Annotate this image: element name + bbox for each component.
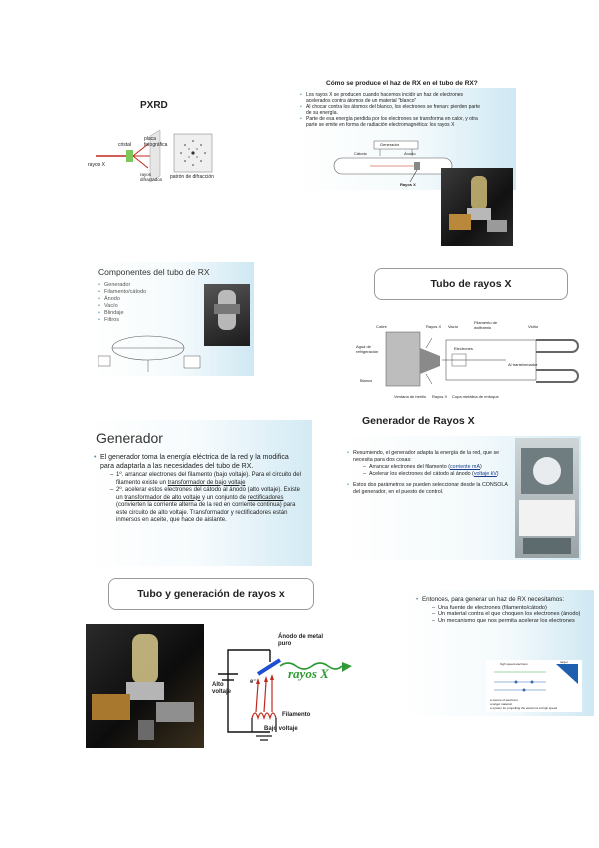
entonces-legend-3: a system for propelling the electrons at high speed xyxy=(490,706,558,710)
tubo-title: Tubo de rayos X xyxy=(430,278,512,290)
entonces-sub-item: – Un material contra el que choquen los electrones (ánodo) xyxy=(432,611,590,618)
tubo-label-ventana: Ventana de berilio xyxy=(394,394,427,399)
tubo-title-box xyxy=(374,268,568,300)
generador-rayos-sub xyxy=(353,464,511,478)
generador-slide xyxy=(86,420,312,566)
tubo-generacion-photo xyxy=(86,624,204,748)
generador-console-photo xyxy=(515,438,579,558)
tubo-label-blanco: Blanco xyxy=(360,378,373,383)
tubo-diagram xyxy=(356,318,580,404)
tube-photo-graphic xyxy=(441,168,513,246)
haz-label-anodo: Ánodo xyxy=(404,151,416,156)
generador-title: Generador xyxy=(96,430,163,446)
generador-bullet-text: El generador toma la energía eléctrica de la red y la modifica para adaptarla a las necesidades del tubo de RX. xyxy=(100,454,289,470)
tubo-generacion-schematic xyxy=(212,632,356,744)
pxrd-title: PXRD xyxy=(140,100,168,111)
tubo-label-agua: Agua de refrigeración xyxy=(356,344,379,354)
componente-item: • Vacío xyxy=(98,303,146,310)
entonces-bullets xyxy=(416,596,590,625)
sub-text: 2º. acelerar estos electrones del cátodo al ánodo (alto voltaje). Existe un xyxy=(116,487,300,501)
corriente-link[interactable]: corriente mA xyxy=(449,464,480,470)
sub-text: Acelerar los electrones del cátodo al ánodo ( xyxy=(369,471,474,477)
tubo-label-rayos2: Rayos X xyxy=(432,394,448,399)
tubo-label-electrones: Electrones xyxy=(454,346,473,351)
tubo-label-vacio: Vacío xyxy=(448,324,458,329)
voltaje-link[interactable]: voltaje kV xyxy=(473,471,497,477)
componentes-list xyxy=(98,282,146,324)
sub-text: Arrancar electrones del filamento ( xyxy=(369,464,450,470)
haz-bullets xyxy=(300,92,482,128)
componentes-photo-graphic xyxy=(204,284,250,346)
tubo-label-vidrio: Vidrio xyxy=(528,324,539,329)
generador-rayos-bullets xyxy=(347,450,511,496)
entonces-sub-item: – Un mecanismo que nos permita acelerar los electrones xyxy=(432,618,590,625)
entonces-bullet-text: Entonces, para generar un haz de RX necesitamos: xyxy=(422,596,565,603)
tubo-label-transformador: Al transformador xyxy=(508,362,538,367)
tubo-label-copa: Copa metálica de enfoque xyxy=(452,394,499,399)
haz-bullet: • Parte de esa energía perdida por los electrones se transforma en calor, y otra parte se emite en forma de radiación electromagnética: los rayos X xyxy=(300,116,482,128)
tubo-generacion-title-box xyxy=(108,578,314,610)
tubo-label-filamento: Filamento de wolframio xyxy=(474,320,498,330)
componentes-photo xyxy=(204,284,250,346)
pxrd-label-rayos-x: rayos X xyxy=(88,162,105,168)
pxrd-label-patron: patrón de difracción xyxy=(170,174,214,180)
tubo-generacion-photo-graphic xyxy=(86,624,204,748)
componentes-title: Componentes del tubo de RX xyxy=(98,267,210,277)
schematic-label-alto: Alto voltaje xyxy=(212,682,232,695)
schematic-label-bajo: Bajo voltaje xyxy=(264,726,298,732)
sub-text: y un conjunto de xyxy=(200,494,248,501)
entonces-bullet xyxy=(416,596,590,625)
pxrd-panel xyxy=(88,96,228,196)
entonces-sub-item: – Una fuente de electrones (filamento/cátodo) xyxy=(432,605,590,612)
componentes-slide xyxy=(92,262,254,376)
transformador-alto-link[interactable]: transformador de alto voltaje xyxy=(124,494,201,501)
componente-item: • Ánodo xyxy=(98,296,146,303)
tubo-diagram-graphic xyxy=(356,318,580,404)
rectificadores-link[interactable]: rectificadores xyxy=(247,494,284,501)
haz-label-generador: Generador xyxy=(380,142,400,147)
generador-rayos-bullet xyxy=(347,450,511,478)
entonces-slide xyxy=(402,590,594,716)
sub-text: ) xyxy=(480,464,482,470)
generador-rayos-bullet: • Estos dos parámetros se pueden seleccionar desde la CONSOLA del generador, en el puesto de control. xyxy=(347,482,511,496)
entonces-sub xyxy=(422,605,590,625)
pxrd-label-cristal: cristal xyxy=(118,142,132,148)
schematic-label-e: e⁻ xyxy=(250,679,257,685)
entonces-legend-1: a source of electrons xyxy=(490,698,518,702)
generador-rayos-sub-item xyxy=(363,464,511,471)
schematic-label-anodo: Ánodo de metal puro xyxy=(278,634,324,647)
componentes-schematic xyxy=(98,330,202,374)
entonces-diagram xyxy=(486,660,582,712)
generador-bullets xyxy=(94,454,304,525)
pxrd-label-placa: placa fotográfica xyxy=(144,136,168,148)
sub-text: (convierten la corriente alterna de la red en corriente continua) para este circuito de alto voltaje. Transformador y rectificadores están inmersos en aceite, que hace de aislante. xyxy=(116,502,296,523)
transformador-bajo-link[interactable]: transformador de bajo voltaje xyxy=(167,479,246,486)
entonces-legend-2: a target material xyxy=(490,702,512,706)
generador-rayos-title: Generador de Rayos X xyxy=(362,415,475,427)
tubo-label-cobre: Cobre xyxy=(376,324,387,329)
haz-title: Cómo se produce el haz de RX en el tubo de RX? xyxy=(326,80,478,87)
haz-label-catodo: Cátodo xyxy=(354,151,367,156)
pxrd-label-difractados: rayos difractados xyxy=(140,172,163,182)
tubo-generacion-title: Tubo y generación de rayos x xyxy=(137,588,285,600)
xray-tube-photo xyxy=(441,168,513,246)
schematic-label-rayos: rayos X xyxy=(288,666,329,681)
componente-item: • Blindaje xyxy=(98,310,146,317)
sub-text: ) xyxy=(496,471,499,477)
console-graphic xyxy=(515,438,579,558)
componente-item: • Filtros xyxy=(98,317,146,324)
generador-sub xyxy=(100,472,304,525)
componente-item: • Filamento/cátodo xyxy=(98,289,146,296)
schematic-label-filamento: Filamento xyxy=(282,712,311,718)
haz-bullet: • Los rayos X se producen cuando hacemos incidir un haz de electrones acelerados contra átomos de un material "blanco" xyxy=(300,92,482,104)
generador-sub-item xyxy=(110,472,304,487)
haz-bullet: • Al chocar contra los átomos del blanco, los electrones se frenan: pierden parte de su energía. xyxy=(300,104,482,116)
entonces-diagram-beam-label: high speed electrons xyxy=(500,662,528,666)
componente-item: • Generador xyxy=(98,282,146,289)
tubo-label-rayos: Rayos X xyxy=(426,324,442,329)
sub-text: 1º. arrancar electrones del filamento (bajo voltaje). Para el circuito del filamento existe un xyxy=(116,472,301,486)
haz-label-rayos: Rayos X xyxy=(400,182,416,187)
entonces-diagram-target-label: target xyxy=(560,660,568,664)
generador-bullet xyxy=(94,454,304,525)
generador-sub-item xyxy=(110,487,304,525)
generador-rayos-slide xyxy=(343,436,581,560)
generador-rayos-sub-item xyxy=(363,471,511,478)
generador-rayos-bullet1: Resumiendo, el generador adapta la energía de la red, que se necesita para dos cosas: xyxy=(353,450,500,463)
